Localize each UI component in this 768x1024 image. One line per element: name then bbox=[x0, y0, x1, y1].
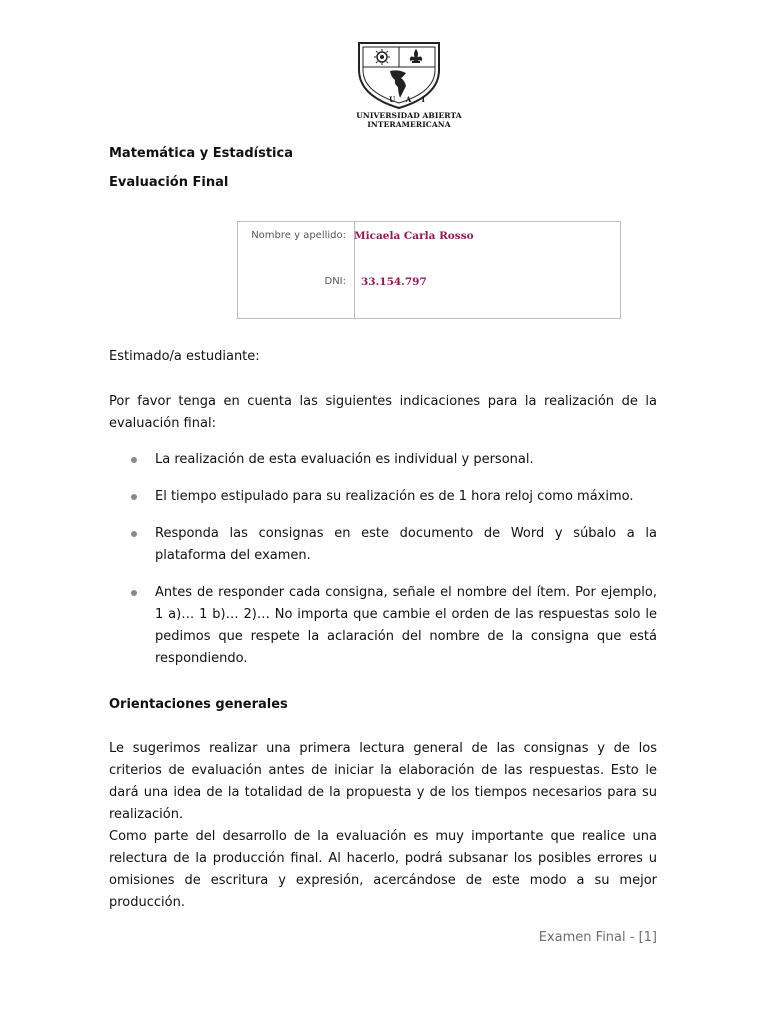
greeting: Estimado/a estudiante: bbox=[109, 349, 260, 364]
list-item-text: Antes de responder cada consigna, señale el nombre del ítem. Por ejemplo, 1 a)… 1 b)… 2)… No importa que cambie el orden de las respuestas solo le pedimos que respete la aclaración del nombre de la consigna que está respondiendo. bbox=[155, 585, 657, 666]
dni-value[interactable]: 33.154.797 bbox=[361, 276, 427, 288]
bullet-icon bbox=[131, 531, 137, 537]
list-item-text: La realización de esta evaluación es individual y personal. bbox=[155, 452, 534, 467]
intro-paragraph: Por favor tenga en cuenta las siguientes indicaciones para la realización de la evaluación final: bbox=[109, 394, 657, 431]
crest-letters: U A I bbox=[389, 95, 429, 104]
list-item-text: Responda las consignas en este documento de Word y súbalo a la plataforma del examen. bbox=[155, 526, 657, 563]
list-item-text: El tiempo estipulado para su realización es de 1 hora reloj como máximo. bbox=[155, 489, 634, 504]
bullet-icon bbox=[131, 590, 137, 596]
student-info-table bbox=[237, 221, 621, 319]
university-name-line1: UNIVERSIDAD ABIERTA bbox=[356, 111, 462, 120]
dni-label: DNI: bbox=[324, 276, 346, 287]
bullet-icon bbox=[131, 494, 137, 500]
university-name-line2: INTERAMERICANA bbox=[367, 120, 451, 129]
orientations-heading: Orientaciones generales bbox=[109, 697, 288, 712]
university-name-block bbox=[354, 111, 464, 129]
university-name bbox=[354, 95, 464, 104]
name-value[interactable]: Micaela Carla Rosso bbox=[354, 230, 474, 242]
exam-title: Evaluación Final bbox=[109, 175, 229, 190]
bullet-icon bbox=[131, 457, 137, 463]
name-label: Nombre y apellido: bbox=[251, 230, 346, 241]
orientations-paragraph-2: Como parte del desarrollo de la evaluación es muy importante que realice una relectura de la producción final. Al hacerlo, podrá subsanar los posibles errores u omisiones de escritura y expresión, acercándose de este modo a su mejor producción. bbox=[109, 829, 657, 910]
page-footer: Examen Final - [1] bbox=[538, 930, 657, 945]
orientations-paragraph-1: Le sugerimos realizar una primera lectura general de las consignas y de los criterios de evaluación antes de iniciar la elaboración de las respuestas. Esto le dará una idea de la totalidad de la propuesta y de los tiempos necesarios para su realización. bbox=[109, 741, 657, 822]
course-title: Matemática y Estadística bbox=[109, 146, 293, 161]
